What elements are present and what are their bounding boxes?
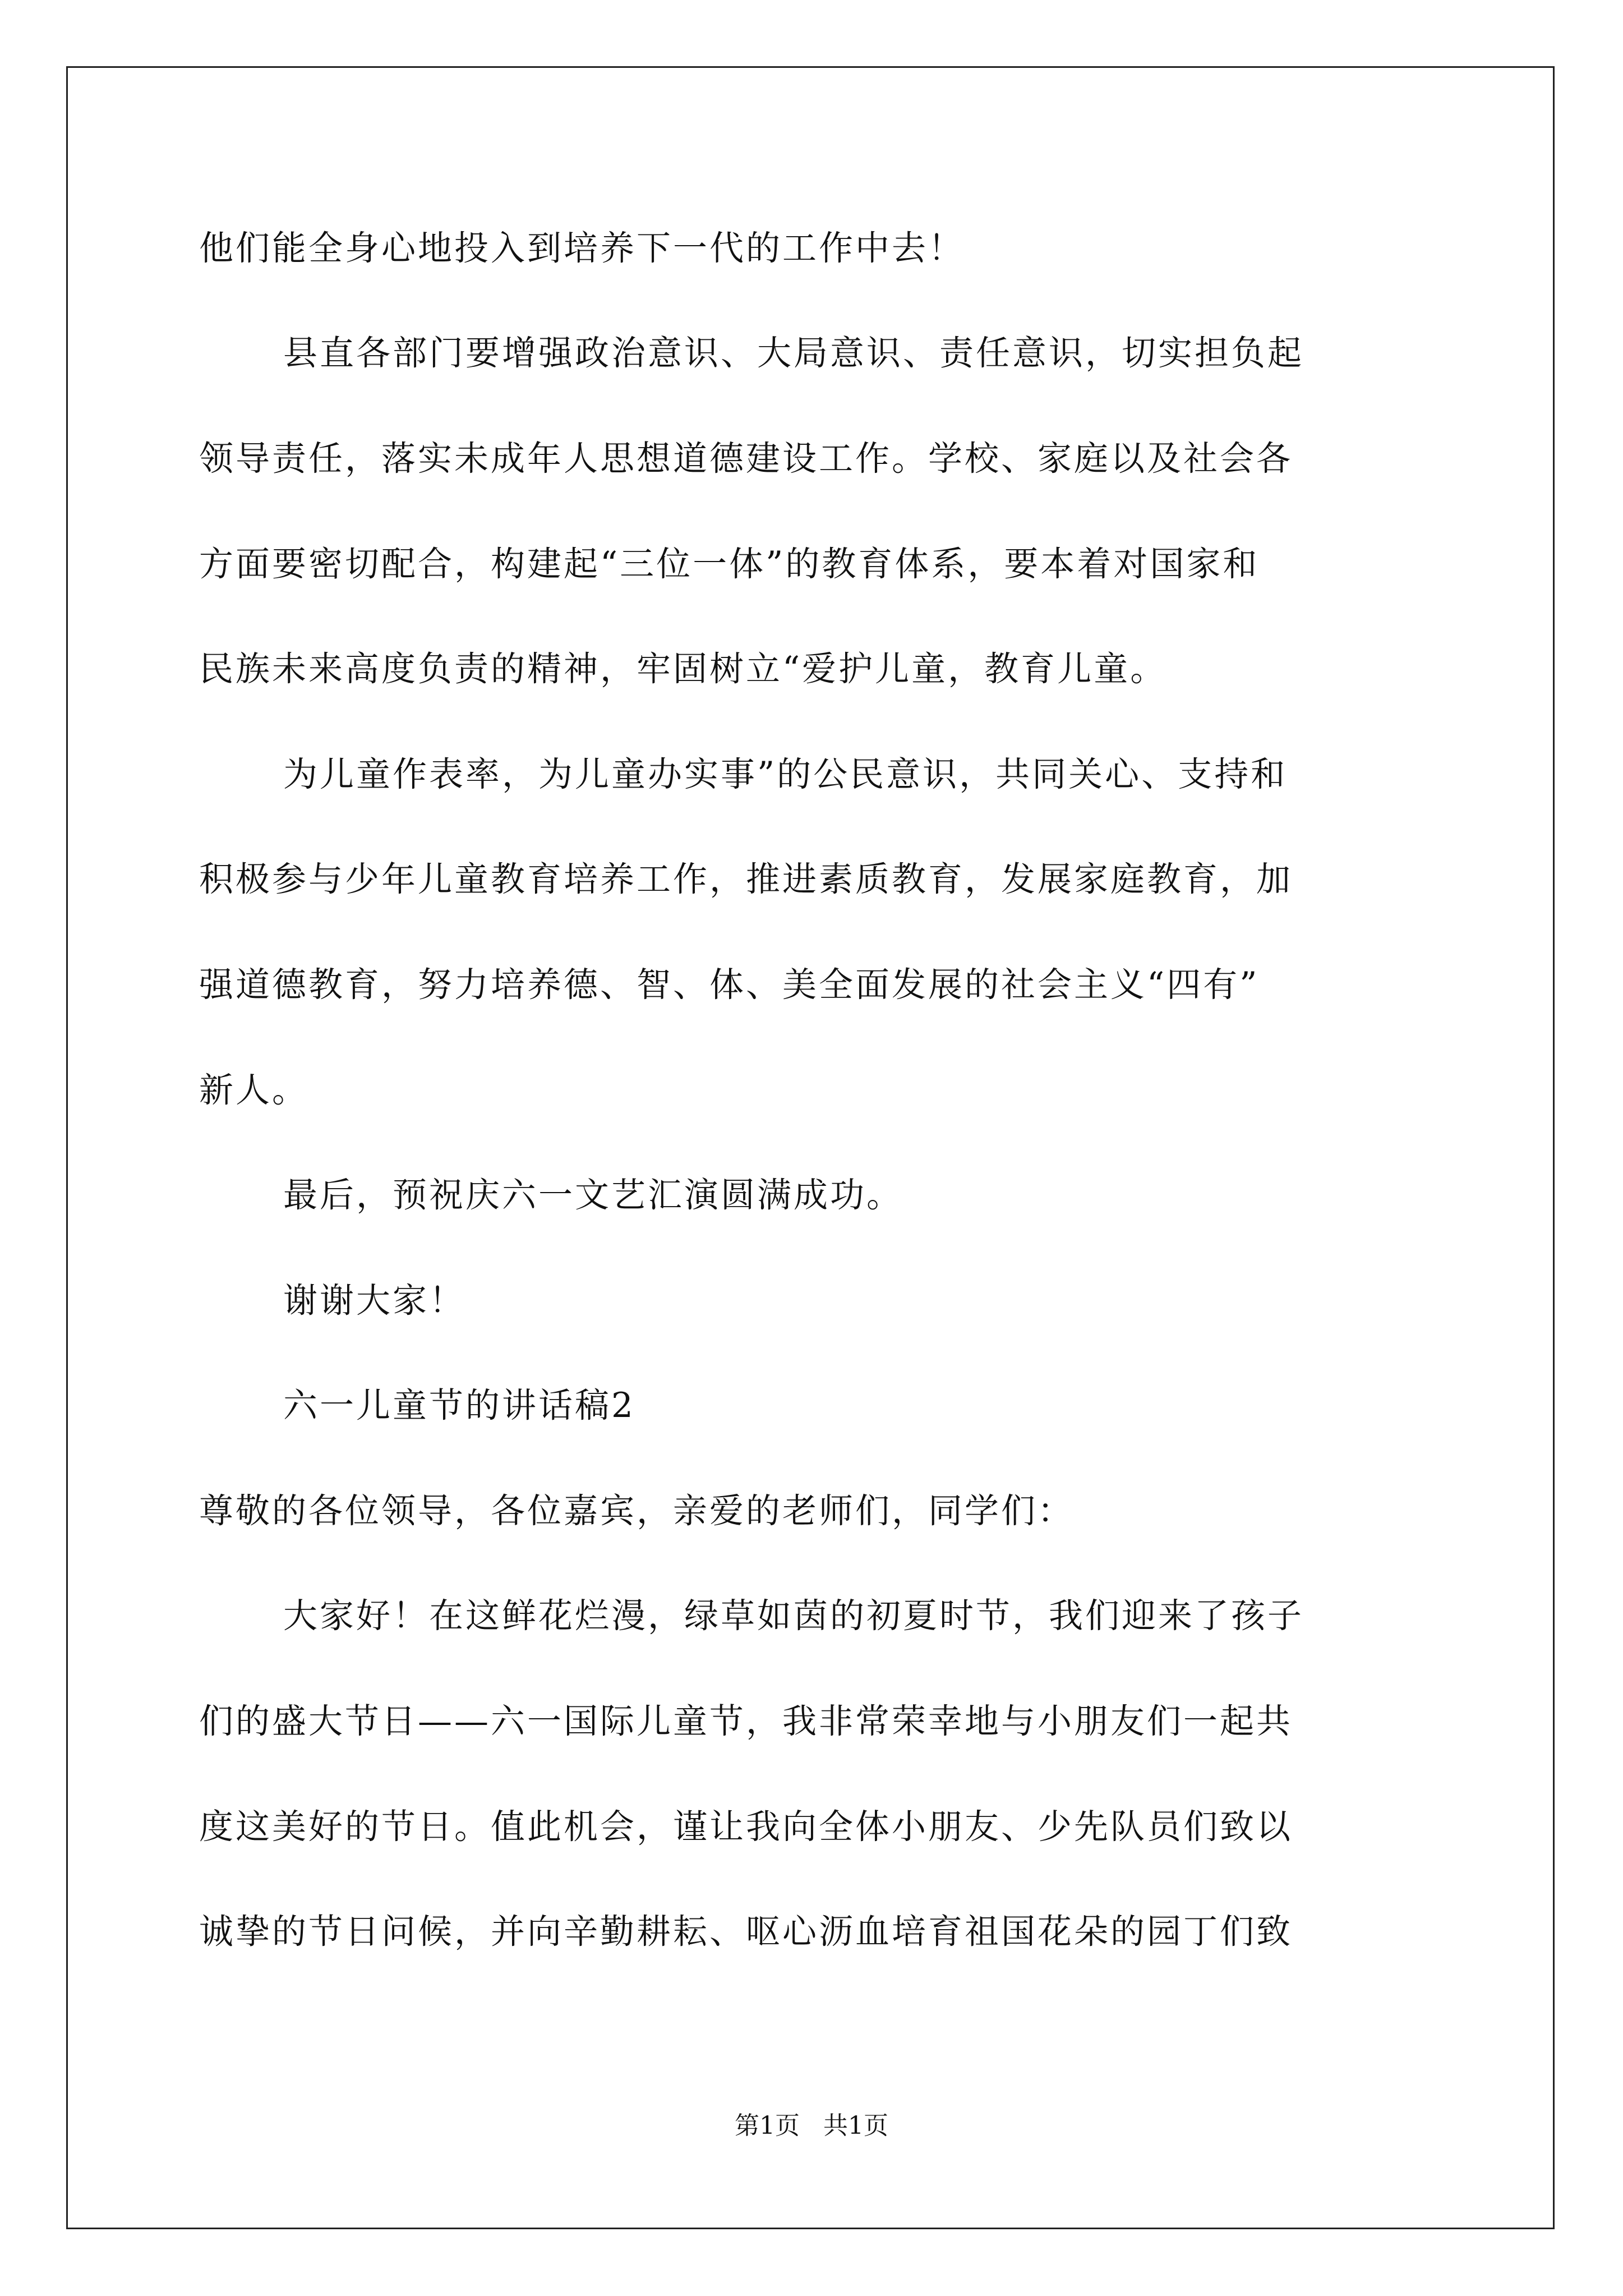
section-heading: 六一儿童节的讲话稿2	[283, 1386, 635, 1425]
page-footer: 第1页 共1页	[735, 2111, 888, 2140]
text-line: 谢谢大家！	[283, 1281, 466, 1320]
text-line: 尊敬的各位领导，各位嘉宾，亲爱的老师们，同学们：	[199, 1491, 1075, 1531]
text-line: 新人。	[199, 1070, 309, 1110]
text-line: 领导责任，落实未成年人思想道德建设工作。学校、家庭以及社会各	[199, 439, 1293, 478]
text-line: 们的盛大节日——六一国际儿童节，我非常荣幸地与小朋友们一起共	[199, 1701, 1293, 1741]
page-border	[66, 66, 1555, 2229]
text-line: 他们能全身心地投入到培养下一代的工作中去！	[199, 228, 965, 268]
text-line: 大家好！在这鲜花烂漫，绿草如茵的初夏时节，我们迎来了孩子	[283, 1596, 1304, 1636]
text-line: 民族未来高度负责的精神，牢固树立“爱护儿童，教育儿童。	[199, 649, 1167, 689]
text-line: 度这美好的节日。值此机会，谨让我向全体小朋友、少先队员们致以	[199, 1807, 1293, 1847]
text-line: 方面要密切配合，构建起“三位一体”的教育体系，要本着对国家和	[199, 544, 1260, 584]
text-line: 积极参与少年儿童教育培养工作，推进素质教育，发展家庭教育，加	[199, 859, 1293, 899]
text-line: 为儿童作表率，为儿童办实事”的公民意识，共同关心、支持和	[283, 754, 1288, 794]
text-line: 最后，预祝庆六一文艺汇演圆满成功。	[283, 1175, 903, 1215]
text-line: 县直各部门要增强政治意识、大局意识、责任意识，切实担负起	[283, 333, 1304, 373]
text-line: 强道德教育，努力培养德、智、体、美全面发展的社会主义“四有”	[199, 965, 1260, 1005]
text-line: 诚挚的节日问候，并向辛勤耕耘、呕心沥血培育祖国花朵的园丁们致	[199, 1912, 1293, 1952]
